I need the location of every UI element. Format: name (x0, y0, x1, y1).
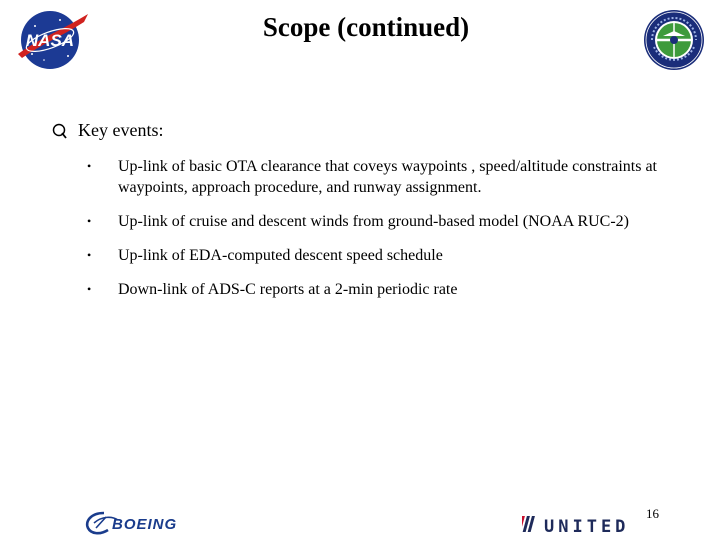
boeing-logo (82, 508, 212, 538)
list-item (86, 211, 706, 232)
list-item-text: Up-link of cruise and descent winds from ground-based model (NOAA RUC-2) (118, 213, 630, 230)
list-item (86, 156, 706, 198)
svg-text:NASA: NASA (25, 31, 75, 50)
bullet-dot-icon: • (87, 159, 92, 173)
faa-seal-logo (643, 9, 705, 71)
slide-title: Scope (continued) (262, 12, 470, 42)
svg-text:BOEING: BOEING (112, 516, 178, 533)
bullet-dot-icon: • (87, 248, 92, 262)
svg-text:UNITED: UNITED (544, 517, 630, 536)
list-item (86, 245, 706, 266)
list-item (86, 279, 706, 300)
key-events-label: Key events: (78, 120, 164, 140)
bullet-dot-icon: • (87, 214, 92, 228)
key-events-list (86, 156, 706, 313)
list-item-text: Up-link of EDA-computed descent speed schedule (118, 247, 443, 264)
united-logo (522, 512, 642, 536)
list-item-text: Up-link of basic OTA clearance that coveys waypoints , speed/altitude constraints at waypoints, approach procedure, and runway assignment. (118, 158, 657, 196)
airplane-bullet-icon (50, 122, 68, 140)
page-number: 16 (646, 506, 659, 521)
key-events-heading (50, 120, 163, 141)
list-item-text: Down-link of ADS-C reports at a 2-min periodic rate (118, 281, 458, 298)
bullet-dot-icon: • (87, 282, 92, 296)
